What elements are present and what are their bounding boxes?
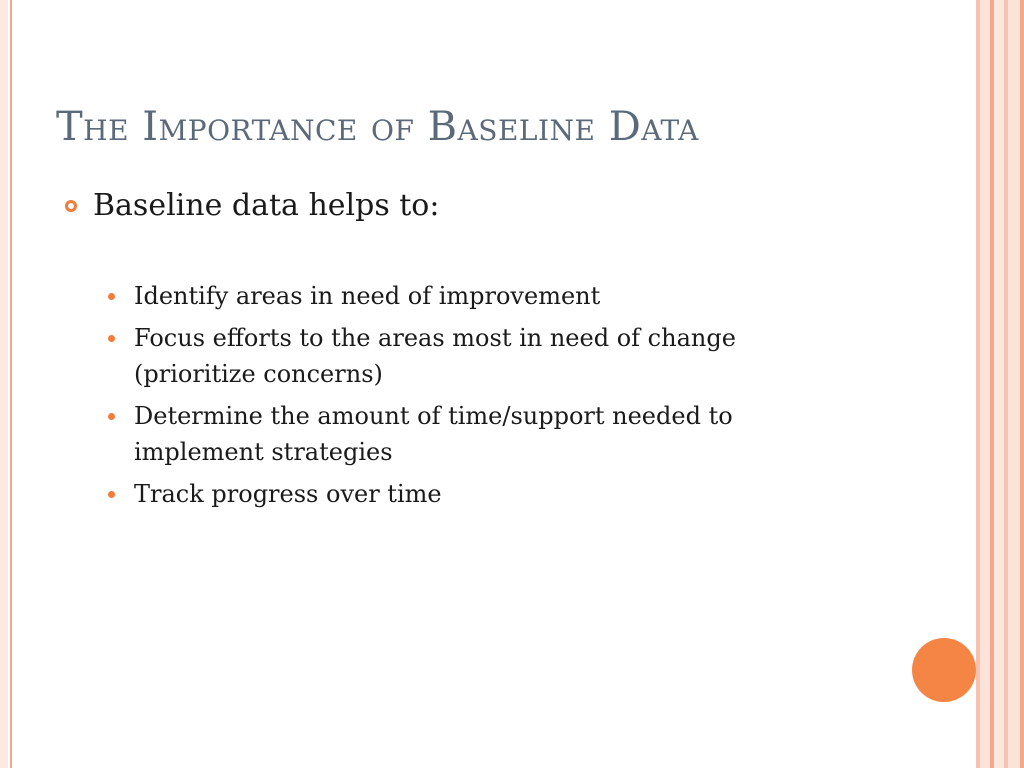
sub-point-item: [106, 398, 826, 470]
bullet-dot-icon: [108, 293, 115, 300]
sub-point-text: Track progress over time: [134, 480, 442, 508]
sub-point-list: [106, 278, 826, 518]
right-stripe: [1008, 0, 1020, 768]
bullet-dot-icon: [108, 335, 115, 342]
main-bullet-ring-icon: [65, 200, 77, 212]
right-stripe: [980, 0, 990, 768]
sub-point-item: [106, 278, 826, 314]
bullet-dot-icon: [108, 413, 115, 420]
sub-point-text: Identify areas in need of improvement: [134, 282, 601, 310]
bullet-dot-icon: [108, 491, 115, 498]
slide-title: The Importance of Baseline Data: [56, 104, 699, 150]
right-stripe: [994, 0, 1004, 768]
sub-point-text: Determine the amount of time/support needed to implement strategies: [134, 402, 733, 466]
sub-point-item: [106, 476, 826, 512]
main-point-text: Baseline data helps to:: [93, 188, 440, 223]
left-decorative-border: [0, 0, 12, 768]
sub-point-item: [106, 320, 826, 392]
sub-point-text: Focus efforts to the areas most in need of change (prioritize concerns): [134, 324, 736, 388]
decorative-circle: [912, 638, 976, 702]
right-stripe: [1020, 0, 1024, 768]
